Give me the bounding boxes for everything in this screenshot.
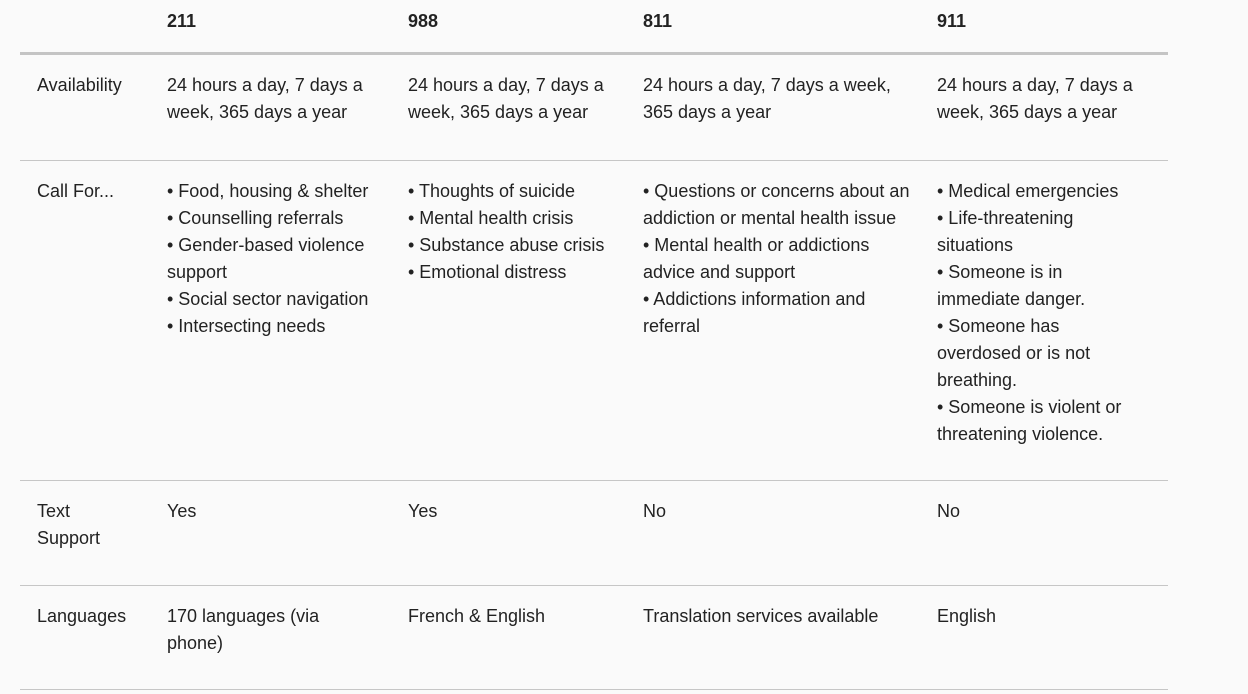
- availability-988: 24 hours a day, 7 days a week, 365 days a year: [408, 75, 604, 122]
- table-header-row: [20, 0, 1168, 55]
- list-item: • Emotional distress: [408, 262, 567, 282]
- table-row-languages: [20, 586, 1168, 690]
- languages-988: French & English: [408, 606, 546, 626]
- list-item: • Someone is violent or threatening violence.: [937, 397, 1122, 444]
- availability-811: 24 hours a day, 7 days a week, 365 days a year: [643, 75, 891, 122]
- list-item: • Life-threatening situations: [937, 208, 1074, 255]
- languages-911: English: [937, 606, 997, 626]
- column-header-811: 811: [643, 11, 673, 31]
- text-support-911: No: [937, 501, 961, 521]
- row-label-languages: Languages: [37, 606, 127, 626]
- table-row-text-support: [20, 481, 1168, 586]
- row-label-availability: Availability: [37, 75, 122, 95]
- text-support-811: No: [643, 501, 667, 521]
- text-support-988: Yes: [408, 501, 438, 521]
- list-item: • Substance abuse crisis: [408, 235, 605, 255]
- call-for-211-list: [167, 178, 397, 340]
- call-for-988-list: [408, 178, 628, 286]
- text-support-211: Yes: [167, 501, 197, 521]
- list-item: • Intersecting needs: [167, 316, 326, 336]
- list-item: • Counselling referrals: [167, 208, 344, 228]
- list-item: • Someone is in immediate danger.: [937, 262, 1086, 309]
- column-header-211: 211: [167, 11, 197, 31]
- comparison-table: [20, 0, 1168, 690]
- list-item: • Medical emergencies: [937, 181, 1119, 201]
- column-header-988: 988: [408, 11, 439, 31]
- list-item: • Addictions information and referral: [643, 289, 866, 336]
- languages-211: 170 languages (via phone): [167, 606, 320, 653]
- column-header-911: 911: [937, 11, 967, 31]
- row-label-text-support: Text Support: [37, 501, 101, 548]
- languages-811: Translation services available: [643, 606, 879, 626]
- table-row-availability: [20, 55, 1168, 161]
- list-item: • Social sector navigation: [167, 289, 369, 309]
- call-for-811-list: [643, 178, 913, 340]
- list-item: • Questions or concerns about an addiction or mental health issue: [643, 181, 910, 228]
- list-item: • Mental health crisis: [408, 208, 574, 228]
- list-item: • Food, housing & shelter: [167, 181, 369, 201]
- availability-211: 24 hours a day, 7 days a week, 365 days a year: [167, 75, 363, 122]
- list-item: • Gender-based violence support: [167, 235, 365, 282]
- availability-911: 24 hours a day, 7 days a week, 365 days a year: [937, 75, 1133, 122]
- list-item: • Thoughts of suicide: [408, 181, 576, 201]
- call-for-911-list: [937, 178, 1137, 448]
- row-label-call-for: Call For...: [37, 181, 115, 201]
- list-item: • Someone has overdosed or is not breathing.: [937, 316, 1091, 390]
- list-item: • Mental health or addictions advice and support: [643, 235, 870, 282]
- table-row-call-for: [20, 161, 1168, 481]
